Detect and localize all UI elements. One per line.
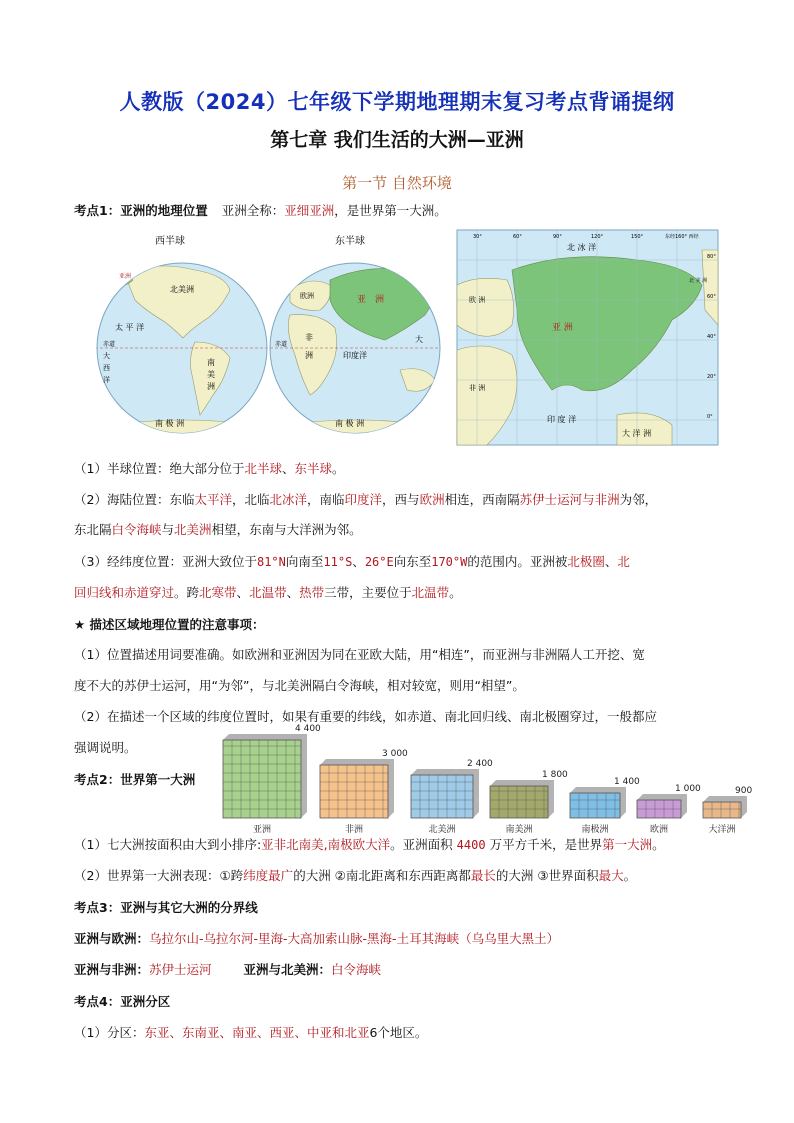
bar-top	[223, 734, 307, 740]
category-label: 亚洲	[252, 825, 272, 835]
bar-side	[548, 780, 554, 818]
r-lat-60: 60°	[707, 294, 716, 300]
answer: 欧洲	[419, 492, 445, 507]
kp1-label: 考点1：亚洲的地理位置	[74, 203, 208, 218]
kp1-heading	[74, 202, 724, 220]
w-equator-label: 赤道	[103, 341, 116, 348]
text: ，西与	[382, 492, 420, 507]
text: （3）经纬度位置：亚洲大致位于	[74, 554, 257, 569]
text: 三带，主要位于	[324, 585, 412, 600]
notes-line-2: 度不大的苏伊士运河，用“为邻”，与北美洲隔白令海峡，相对较宽，则用“相望”。	[74, 678, 525, 693]
kp2-item2	[74, 867, 724, 885]
category-label: 南极洲	[581, 825, 609, 835]
w-sa-2: 美	[207, 370, 215, 379]
answer: 北美洲	[174, 522, 212, 537]
kp2-label: 考点2：世界第一大洲	[74, 772, 196, 787]
text: 、	[352, 554, 365, 569]
coord: 11°S	[323, 555, 353, 569]
text: 6个地区。	[369, 1025, 428, 1040]
answer: 热带	[299, 585, 325, 600]
value-label: 3 000	[382, 749, 408, 759]
bar-非洲	[320, 759, 394, 818]
bar-face	[411, 775, 473, 818]
kp2-item1	[74, 836, 724, 854]
e-oceania-label: 大	[415, 335, 423, 344]
answer: 苏伊士运河	[149, 962, 212, 977]
answer: 白令海峡	[331, 962, 382, 977]
kp1-item3-cont	[74, 584, 724, 602]
row-label: 亚洲与北美洲：	[243, 962, 332, 977]
w-atl-1: 大	[103, 352, 110, 360]
r-north-america-label: 北 美 洲	[689, 278, 708, 284]
text: 万平方千米，是世界	[489, 837, 603, 852]
answer: 纬度最广	[243, 868, 294, 883]
continent-area-chart	[215, 724, 753, 838]
r-africa-label: 非 洲	[469, 384, 486, 392]
bar-side	[473, 769, 479, 818]
text: （1）半球位置：绝大部分位于	[74, 461, 245, 476]
w-atl-2: 西	[103, 364, 110, 372]
e-indian-label: 印度洋	[343, 351, 367, 360]
bar-face	[223, 740, 301, 818]
kp3-label: 考点3：亚洲与其它大洲的分界线	[74, 900, 258, 915]
answer: 北	[617, 554, 630, 569]
row-label: 亚洲与非洲：	[74, 962, 150, 977]
east-hemisphere-label: 东半球	[335, 236, 365, 247]
answer: 亚非北南美,南极欧大洋	[261, 837, 391, 852]
value-label: 4 400	[295, 724, 321, 734]
text: 。亚洲面积	[390, 837, 453, 852]
answer: 太平洋	[194, 492, 232, 507]
answer: 北极圈	[567, 554, 605, 569]
r-lon-90: 90°	[553, 234, 562, 240]
text: 、	[281, 461, 295, 476]
r-lon-120: 120°	[591, 234, 604, 240]
kp4-label: 考点4：亚洲分区	[74, 994, 171, 1009]
text: 相连，西南隔	[444, 492, 520, 507]
r-lon-180: 东经160° 西经	[665, 234, 699, 240]
text: （1）七大洲按面积由大到小排序:	[74, 837, 262, 852]
bar-top	[703, 796, 747, 802]
answer: 北温带	[411, 585, 450, 600]
bar-face	[570, 793, 620, 818]
w-asia-label: 亚洲	[119, 273, 132, 280]
bar-亚洲	[223, 734, 307, 818]
bar-top	[637, 794, 687, 800]
answer: 北温带	[249, 585, 287, 600]
value-label: 900	[735, 786, 753, 796]
kp1-item1	[74, 460, 724, 478]
document-title: 人教版（2024）七年级下学期地理期末复习考点背诵提纲	[119, 90, 675, 114]
kp3-row1	[74, 930, 724, 948]
e-europe-label: 欧洲	[300, 292, 314, 300]
w-pacific-label: 太 平 洋	[115, 323, 145, 332]
text: 相望，东南与大洋洲为邻。	[211, 522, 362, 537]
category-label: 非洲	[344, 825, 364, 835]
text: 的范围内。亚洲被	[467, 554, 568, 569]
coord: 81°N	[256, 555, 286, 569]
e-asia-label: 亚 洲	[357, 295, 385, 305]
bar-南美洲	[490, 780, 554, 818]
text: 。	[623, 868, 637, 883]
bar-北美洲	[411, 769, 479, 818]
kp1-item2-cont	[74, 521, 724, 539]
area-number: 4400	[456, 838, 486, 852]
text: 为邻，	[619, 492, 658, 507]
category-label: 北美洲	[428, 825, 456, 835]
notes-line-4: 强调说明。	[74, 740, 137, 755]
coord: 170°W	[431, 555, 468, 569]
r-lat-20: 20°	[707, 374, 716, 380]
r-arctic-label: 北 冰 洋	[567, 243, 597, 252]
w-atl-3: 洋	[103, 376, 110, 384]
answer: 印度洋	[344, 492, 383, 507]
r-lon-30: 30°	[473, 234, 482, 240]
asia-regional-map	[457, 230, 718, 445]
text: 向南至	[285, 554, 324, 569]
text: 的大洲 ③世界面积	[495, 868, 599, 883]
bar-top	[411, 769, 479, 775]
answer: 东亚、东南亚、南亚、西亚、中亚和北亚	[144, 1025, 370, 1040]
text: 向东至	[393, 554, 432, 569]
notes-line-3: （2）在描述一个区域的纬度位置时，如果有重要的纬线，如赤道、南北回归线、南北极圈穿过，一般都应	[74, 709, 657, 724]
kp3-row2	[74, 961, 724, 979]
text: 与	[161, 522, 175, 537]
value-label: 1 400	[614, 777, 640, 787]
r-indian-label: 印 度 洋	[547, 415, 577, 424]
w-sa-1: 南	[207, 358, 215, 367]
answer: 北半球	[244, 461, 282, 476]
answer: 第一大洲	[602, 837, 653, 852]
text: ，北临	[231, 492, 270, 507]
text: 、	[286, 585, 300, 600]
text: 的大洲 ②南北距离和东西距离都	[293, 868, 471, 883]
bar-side	[301, 734, 307, 818]
r-lat-80: 80°	[707, 254, 716, 260]
text: 。	[332, 461, 345, 476]
text: 东北隔	[74, 522, 112, 537]
bar-face	[490, 786, 548, 818]
w-north-america-label: 北美洲	[170, 285, 194, 294]
kp1-fullname-pre: 亚洲全称：	[221, 203, 285, 218]
answer: 最长	[470, 868, 496, 883]
e-africa-2: 洲	[305, 351, 313, 360]
row-label: 亚洲与欧洲：	[74, 931, 150, 946]
kp1-item2	[74, 491, 724, 509]
kp1-fullname: 亚细亚洲	[284, 203, 335, 218]
category-label: 大洋洲	[708, 825, 736, 835]
e-antarctica-label: 南 极 洲	[335, 419, 365, 428]
answer: 最大	[598, 868, 624, 883]
notes-heading: ★ 描述区域地理位置的注意事项：	[74, 617, 265, 632]
r-lon-60: 60°	[513, 234, 522, 240]
value-label: 1 800	[542, 770, 568, 780]
bar-欧洲	[637, 794, 687, 818]
answer: 北冰洋	[269, 492, 308, 507]
category-label: 南美洲	[505, 825, 533, 835]
chapter-title: 第七章 我们生活的大洲—亚洲	[270, 129, 524, 151]
r-oceania-label: 大 洋 洲	[622, 429, 652, 438]
text: （1）分区：	[74, 1025, 145, 1040]
r-europe-label: 欧 洲	[469, 296, 486, 304]
r-asia-label: 亚 洲	[552, 323, 573, 333]
r-lon-150: 150°	[631, 234, 644, 240]
e-africa-1: 非	[305, 333, 313, 342]
value-label: 1 000	[675, 784, 701, 794]
r-europe-shape	[457, 278, 514, 336]
text: 。	[652, 837, 665, 852]
bar-top	[320, 759, 394, 765]
answer: 北寒带	[199, 585, 237, 600]
category-label: 欧洲	[649, 825, 669, 835]
text: （2）世界第一大洲表现：①跨	[74, 868, 244, 883]
coord: 26°E	[364, 555, 394, 569]
bar-南极洲	[570, 787, 626, 818]
value-label: 2 400	[467, 759, 493, 769]
e-equator-label: 赤道	[275, 341, 288, 348]
text: ，南临	[307, 492, 345, 507]
w-sa-3: 洲	[207, 382, 215, 391]
kp4-item1	[74, 1024, 724, 1042]
kp1-fullname-post: ，是世界第一大洲。	[334, 203, 447, 218]
w-antarctica-label: 南 极 洲	[155, 419, 185, 428]
notes-line-1: （1）位置描述用词要准确。如欧洲和亚洲因为同在亚欧大陆，用“相连”，而亚洲与非洲隔人工开挖、宽	[74, 647, 645, 662]
answer: 回归线和赤道穿过	[74, 585, 175, 600]
bar-top	[490, 780, 554, 786]
west-antarctica-shape	[115, 420, 255, 445]
r-lat-0: 0°	[707, 414, 713, 420]
r-lat-40: 40°	[707, 334, 716, 340]
answer: 白令海峡	[111, 522, 162, 537]
bar-top	[570, 787, 626, 793]
bar-大洋洲	[703, 796, 747, 818]
section-title: 第一节 自然环境	[342, 174, 452, 192]
answer: 乌拉尔山-乌拉尔河-里海-大高加索山脉-黑海-土耳其海峡（乌乌里大黑土）	[149, 931, 560, 946]
answer: 东半球	[294, 461, 333, 476]
bar-face	[703, 802, 741, 818]
kp1-item3	[74, 553, 724, 571]
west-hemisphere-label: 西半球	[155, 236, 185, 247]
text: （2）海陆位置：东临	[74, 492, 195, 507]
bar-side	[388, 759, 394, 818]
text: 。	[449, 585, 462, 600]
hemispheres-map	[95, 230, 445, 445]
text: 、	[604, 554, 618, 569]
text: 、	[236, 585, 250, 600]
text: 。跨	[174, 585, 200, 600]
answer: 苏伊士运河与非洲	[519, 492, 620, 507]
